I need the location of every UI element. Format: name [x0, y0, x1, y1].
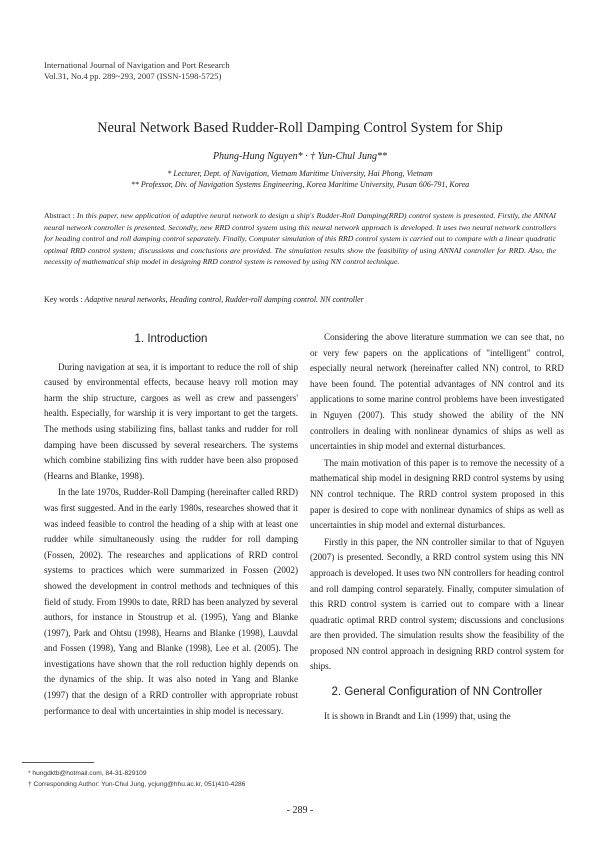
footnote-divider	[22, 762, 94, 763]
right-column	[310, 330, 564, 724]
section-heading-configuration: 2. General Configuration of NN Controller	[331, 686, 543, 699]
abstract-label: Abstract :	[44, 211, 77, 220]
paragraph: The main motivation of this paper is to remove the necessity of a mathematical ship model in designing RRD control systems by using NN control technique. The RRD control system proposed in this paper is desired to cope with nonlinear dynamics of ships as well as uncertainties in ship model and external disturbances.	[310, 457, 564, 531]
keywords	[44, 295, 556, 304]
keywords-text: Adaptive neural networks, Heading control, Rudder-roll damping control. NN controller	[84, 295, 364, 304]
paragraph: Considering the above literature summation we can see that, no or very few papers on the applications of "intelligent" control, especially neural network (hereinafter called NN) control, to RRD have been found. The potential advantages of NN control and its applications to some marine control problems have been investigated in Nguyen (2007). This study showed the ability of the NN controllers in dealing with nonlinear dynamics of ships as well as uncertainties in ship model and external disturbances.	[310, 332, 564, 452]
keywords-label: Key words :	[44, 295, 85, 304]
abstract-text: In this paper, new application of adaptive neural network to design a ship's Rudder-Roll Damping(RRD) control system is presented. Firstly, the ANNAI neural network controller is presented. Secondly, new RRD control system using this neural network approach is developed. It uses two neural network controllers for heading control and roll damping control separately. Finally, Computer simulation of this RRD control system is carried out to compare with a linear quadratic optimal RRD control system; discussions and conclusions are provided. The simulation results show the feasibility of using ANNAI controller for RRD. Also, the necessity of mathematical ship model in designing RRD control system is removed by using NN control technique.	[44, 211, 556, 266]
paragraph: During navigation at sea, it is important to reduce the roll of ship caused by environmental effects, because heavy roll motion may harm the ship structure, cargoes as well as crew and passengers' health. Especially, for warship it is very important to get the targets. The methods using stabilizing fins, ballast tanks and rudder for roll damping have been discussed by several researchers. The systems which combine stabilizing fins with rudder have been also proposed (Hearns and Blanke, 1998).	[44, 361, 298, 481]
footnotes	[28, 768, 245, 790]
left-column	[44, 330, 298, 719]
affiliation-2: ** Professor, Div. of Navigation Systems Engineering, Korea Maritime University, Pusan 606-791, Korea	[130, 180, 470, 189]
journal-name: International Journal of Navigation and Port Research	[44, 60, 230, 70]
journal-header	[44, 60, 230, 82]
paragraph: In the late 1970s, Rudder-Roll Damping (hereinafter called RRD) was first suggested. And in the early 1980s, researches showed that it was indeed feasible to control the heading of a ship with at least one rudder while simultaneously using the rudder for roll damping (Fossen, 2002). The researches and applications of RRD control systems to practices which were summarized in Fossen (2002) showed the development in control methods and techniques of this field of study. From 1990s to date, RRD has been analyzed by several authors, for instance in Stoustrup et al. (1995), Yang and Blanke (1997), Park and Ohtsu (1998), Hearns and Blanke (1998), Lauvdal and Fossen (1998), Yang and Blanke (1998), Lee et al. (2005). The investigations have shown that the roll reduction highly depends on the dynamics of the ship. It was also noted in Yang and Blanke (1997) that the design of a RRD controller with appropriate robust performance to deal with uncertainties in ship model is necessary.	[44, 487, 298, 716]
affiliations	[40, 168, 560, 190]
section-heading-introduction: 1. Introduction	[134, 333, 208, 345]
page-number: - 289 -	[286, 805, 314, 816]
journal-volume: Vol.31, No.4 pp. 289~293, 2007 (ISSN-1598-5725)	[44, 71, 222, 81]
paragraph: Firstly in this paper, the NN controller similar to that of Nguyen (2007) is presented. Secondly, a RRD control system using this NN approach is developed. It uses two NN controllers for heading control and roll damping control separately. Finally, computer simulation of this RRD control system is carried out to compare with a linear quadratic optimal RRD control system; discussions and conclusions are then provided. The simulation results show the feasibility of the proposed NN control approach in designing RRD control system for ships.	[310, 536, 564, 672]
footnote-email: * hungdktb@hotmail.com, 84-31-829109	[28, 770, 147, 777]
paragraph: It is shown in Brandt and Lin (1999) that, using the	[324, 710, 511, 721]
footnote-corresponding-author: † Corresponding Author: Yun-Chul Jung, ycjung@hhu.ac.kr, 051)410-4286	[28, 781, 246, 788]
paper-title: Neural Network Based Rudder-Roll Damping Control System for Ship	[97, 120, 503, 136]
affiliation-1: * Lecturer, Dept. of Navigation, Vietnam Maritime University, Hai Phong, Vietnam	[167, 169, 433, 178]
abstract	[44, 210, 556, 268]
author-line: Phung-Hung Nguyen* · † Yun-Chul Jung**	[212, 151, 388, 162]
